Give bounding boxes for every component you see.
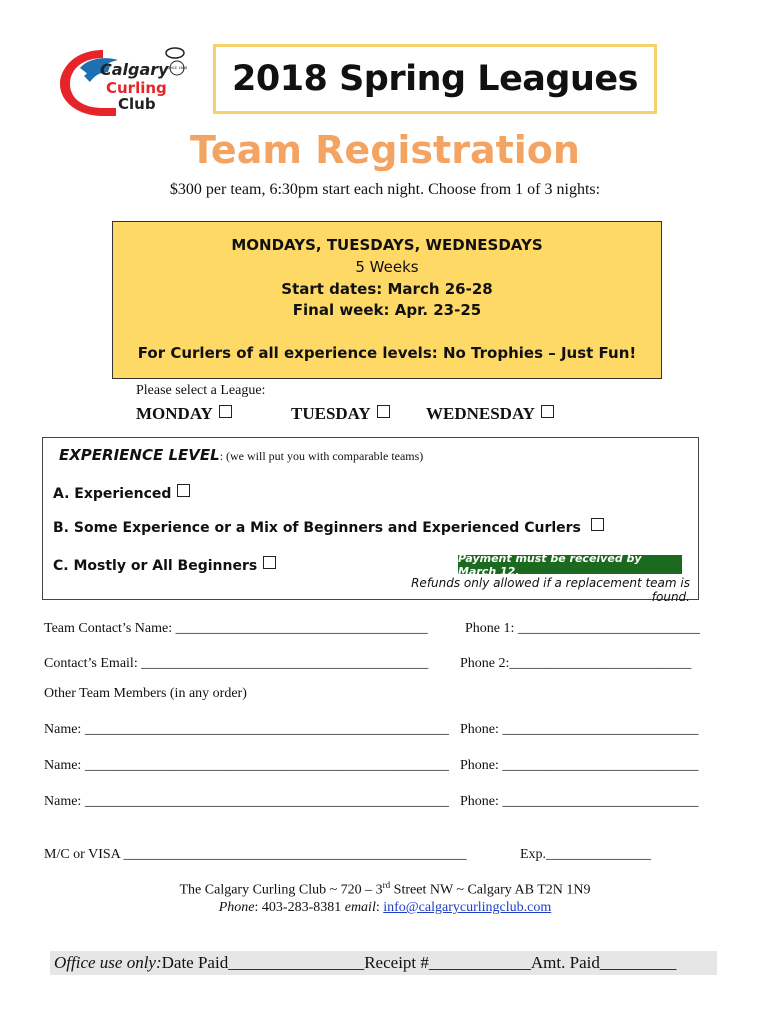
experience-option-label: C. Mostly or All Beginners <box>53 558 258 574</box>
payment-notice: Payment must be received by March 12. <box>458 555 682 574</box>
league-option-label: MONDAY <box>136 404 213 423</box>
page-subtitle: Team Registration <box>190 128 580 172</box>
member-phone-field-2[interactable]: Phone: ____________________________ <box>460 758 699 773</box>
address-part: Street NW ~ Calgary AB T2N 1N9 <box>390 882 591 898</box>
member-name-field-2[interactable]: Name: ____________________________________________________ <box>44 758 449 773</box>
club-logo <box>58 42 193 122</box>
checkbox-some-experience[interactable] <box>591 518 604 531</box>
page-title: 2018 Spring Leagues <box>232 59 638 99</box>
phone2-field[interactable]: Phone 2:__________________________ <box>460 656 692 671</box>
checkbox-experienced[interactable] <box>177 484 190 497</box>
league-option-wednesday[interactable] <box>426 404 554 424</box>
pricing-line: $300 per team, 6:30pm start each night. Choose from 1 of 3 nights: <box>169 181 601 198</box>
receipt-field[interactable]: Receipt #____________ <box>364 953 531 972</box>
experience-option-c[interactable] <box>53 556 276 574</box>
members-heading: Other Team Members (in any order) <box>44 686 247 701</box>
logo-badge: SINCE 1888 <box>166 66 188 70</box>
refund-note: Refunds only allowed if a replacement team is found. <box>411 576 690 604</box>
office-use-bar <box>50 951 717 975</box>
member-phone-field-1[interactable]: Phone: ____________________________ <box>460 722 699 737</box>
phone-label: Phone <box>218 900 255 915</box>
league-option-label: TUESDAY <box>291 404 371 423</box>
office-label: Office use only: <box>54 953 162 972</box>
club-address <box>0 880 770 899</box>
logo-word-calgary: Calgary <box>100 60 169 79</box>
member-name-field-3[interactable]: Name: ____________________________________________________ <box>44 794 449 809</box>
experience-heading: EXPERIENCE LEVEL <box>59 446 220 464</box>
schedule-start-dates: Start dates: March 26-28 <box>281 280 493 298</box>
checkbox-beginners[interactable] <box>263 556 276 569</box>
league-option-tuesday[interactable] <box>291 404 390 424</box>
schedule-box <box>112 221 662 379</box>
email-sep: : <box>375 900 384 915</box>
league-option-monday[interactable] <box>136 404 232 424</box>
checkbox-monday[interactable] <box>219 405 232 418</box>
logo-word-curling: Curling <box>106 79 167 97</box>
checkbox-wednesday[interactable] <box>541 405 554 418</box>
experience-option-b[interactable] <box>53 518 604 536</box>
address-part: The Calgary Curling Club ~ 720 – 3 <box>179 882 383 898</box>
experience-option-label: B. Some Experience or a Mix of Beginners and Experienced Curlers <box>53 520 581 536</box>
league-option-label: WEDNESDAY <box>426 404 535 423</box>
logo-word-club: Club <box>118 95 156 113</box>
schedule-nights: MONDAYS, TUESDAYS, WEDNESDAYS <box>231 236 543 254</box>
club-contact <box>0 900 770 916</box>
experience-option-label: A. Experienced <box>53 486 172 502</box>
email-label: email <box>344 900 376 915</box>
amount-paid-field[interactable]: Amt. Paid_________ <box>530 953 677 972</box>
experience-note: : (we will put you with comparable teams) <box>219 449 424 463</box>
schedule-tagline: For Curlers of all experience levels: No Trophies – Just Fun! <box>137 344 637 362</box>
contact-email-field[interactable]: Contact’s Email: _________________________________________ <box>44 656 429 671</box>
checkbox-tuesday[interactable] <box>377 405 390 418</box>
league-prompt: Please select a League: <box>136 383 266 398</box>
member-phone-field-3[interactable]: Phone: ____________________________ <box>460 794 699 809</box>
date-paid-field[interactable]: Date Paid________________ <box>161 953 365 972</box>
schedule-final-week: Final week: Apr. 23-25 <box>292 301 482 319</box>
phone1-field[interactable]: Phone 1: __________________________ <box>465 621 700 636</box>
title-box <box>213 44 657 114</box>
phone-value: : 403-283-8381 <box>254 900 345 915</box>
member-name-field-1[interactable]: Name: ____________________________________________________ <box>44 722 449 737</box>
email-link[interactable]: info@calgarycurlingclub.com <box>383 900 552 915</box>
card-exp-field[interactable]: Exp._______________ <box>520 847 652 862</box>
address-sup: rd <box>382 880 391 890</box>
experience-option-a[interactable] <box>53 484 190 502</box>
card-number-field[interactable]: M/C or VISA _________________________________________________ <box>44 847 467 862</box>
schedule-weeks: 5 Weeks <box>355 258 419 276</box>
experience-header <box>59 446 423 465</box>
contact-name-field[interactable]: Team Contact’s Name: ____________________________________ <box>44 621 428 636</box>
